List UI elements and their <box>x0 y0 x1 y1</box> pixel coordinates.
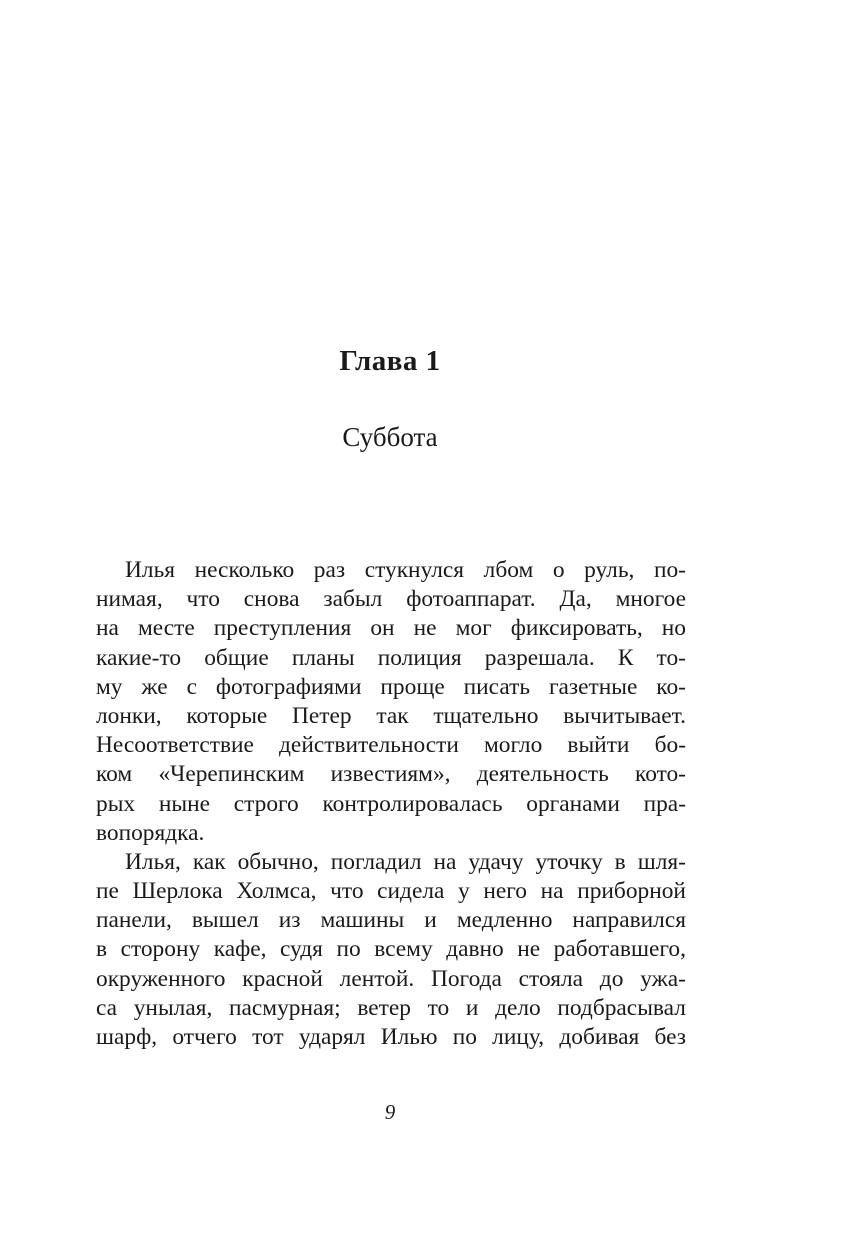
text-line: пе Шерлока Холмса, что сидела у него на приборной <box>96 878 686 905</box>
page-number: 9 <box>384 1100 396 1124</box>
text-line: му же с фотографиями проще писать газетные ко- <box>96 673 686 700</box>
text-line: Илья несколько раз стукнулся лбом о руль, по- <box>125 557 686 583</box>
text-line: окруженного красной лентой. Погода стояла до ужа- <box>96 965 686 992</box>
body-text <box>96 556 686 1052</box>
text-line: какие-то общие планы полиция разрешала. К то- <box>96 644 686 671</box>
text-line: вопорядка. <box>96 819 205 846</box>
chapter-title: Глава 1 <box>339 345 441 377</box>
text-line: на месте преступления он не мог фиксировать, но <box>96 615 686 642</box>
text-line: нимая, что снова забыл фотоаппарат. Да, многое <box>96 586 686 613</box>
text-line: Несоответствие действительности могло выйти бо- <box>96 732 686 759</box>
text-line: рых ныне строго контролировалась органами пра- <box>96 790 686 817</box>
text-line: панели, вышел из машины и медленно направился <box>96 907 686 934</box>
text-line: Илья, как обычно, погладил на удачу уточку в шля- <box>125 848 686 875</box>
chapter-subtitle: Суббота <box>342 422 438 452</box>
text-line: шарф, отчего тот ударял Илью по лицу, добивая без <box>96 1024 686 1050</box>
text-line: в сторону кафе, судя по всему давно не работавшего, <box>96 936 686 963</box>
text-line: ком «Черепинским известиям», деятельность кото- <box>96 761 686 788</box>
text-line: лонки, которые Петер так тщательно вычитывает. <box>96 702 686 729</box>
text-line: са унылая, пасмурная; ветер то и дело подбрасывал <box>96 994 686 1021</box>
